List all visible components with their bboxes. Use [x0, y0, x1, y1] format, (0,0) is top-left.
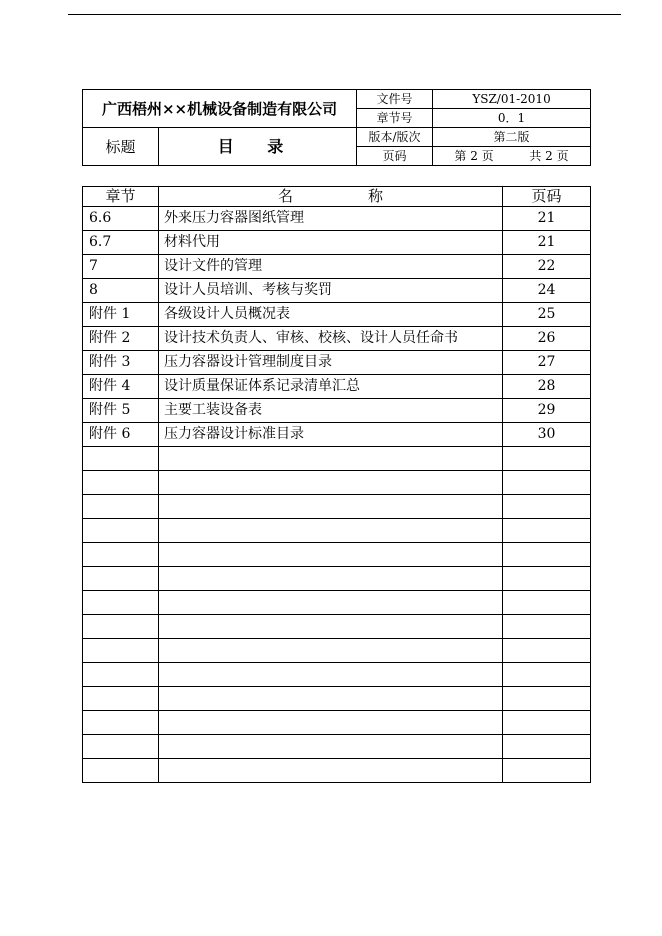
toc-section	[83, 591, 159, 615]
toc-row	[83, 207, 591, 231]
toc-section	[83, 567, 159, 591]
toc-section: 附件 1	[83, 303, 159, 327]
toc-page	[503, 543, 591, 567]
toc-page: 27	[503, 351, 591, 375]
toc-page	[503, 495, 591, 519]
toc-name	[159, 495, 503, 519]
toc-section: 6.6	[83, 207, 159, 231]
toc-page: 21	[503, 231, 591, 255]
toc-name: 设计质量保证体系记录清单汇总	[159, 375, 503, 399]
toc-page: 22	[503, 255, 591, 279]
toc-name: 各级设计人员概况表	[159, 303, 503, 327]
toc-section: 附件 5	[83, 399, 159, 423]
toc-empty-row	[83, 591, 591, 615]
toc-section: 附件 2	[83, 327, 159, 351]
page-info	[433, 147, 591, 166]
toc-name	[159, 759, 503, 783]
toc-page	[503, 663, 591, 687]
page-label: 页码	[357, 147, 433, 166]
toc-section: 8	[83, 279, 159, 303]
toc-name: 压力容器设计管理制度目录	[159, 351, 503, 375]
toc-row	[83, 351, 591, 375]
toc-name: 主要工装设备表	[159, 399, 503, 423]
toc-empty-row	[83, 471, 591, 495]
toc-row	[83, 255, 591, 279]
toc-empty-row	[83, 567, 591, 591]
toc-name	[159, 711, 503, 735]
doc-no-value: YSZ/01-2010	[433, 90, 591, 109]
toc-name	[159, 639, 503, 663]
column-header-section: 章节	[83, 187, 159, 207]
toc-section	[83, 543, 159, 567]
toc-page	[503, 447, 591, 471]
toc-name	[159, 591, 503, 615]
toc-name	[159, 543, 503, 567]
toc-page	[503, 615, 591, 639]
toc-section: 附件 4	[83, 375, 159, 399]
toc-page	[503, 519, 591, 543]
section-no-label: 章节号	[357, 109, 433, 128]
toc-empty-row	[83, 735, 591, 759]
toc-page: 25	[503, 303, 591, 327]
toc-page	[503, 711, 591, 735]
toc-empty-row	[83, 663, 591, 687]
toc-section	[83, 519, 159, 543]
toc-section	[83, 759, 159, 783]
toc-section	[83, 663, 159, 687]
toc-row	[83, 399, 591, 423]
toc-page	[503, 687, 591, 711]
toc-empty-row	[83, 759, 591, 783]
toc-page: 30	[503, 423, 591, 447]
toc-section	[83, 615, 159, 639]
toc-row	[83, 279, 591, 303]
toc-section: 7	[83, 255, 159, 279]
toc-page	[503, 471, 591, 495]
toc-name	[159, 687, 503, 711]
version-label: 版本/版次	[357, 128, 433, 147]
toc-page	[503, 735, 591, 759]
toc-section	[83, 687, 159, 711]
toc-row	[83, 375, 591, 399]
toc-row	[83, 303, 591, 327]
toc-section	[83, 447, 159, 471]
toc-page	[503, 639, 591, 663]
page-current: 第 2 页	[454, 149, 494, 163]
toc-name: 设计人员培训、考核与奖罚	[159, 279, 503, 303]
toc-empty-row	[83, 495, 591, 519]
toc-name	[159, 735, 503, 759]
toc-empty-row	[83, 687, 591, 711]
title-label: 标题	[83, 128, 159, 166]
document-header-table	[82, 89, 591, 166]
toc-section: 附件 3	[83, 351, 159, 375]
toc-section: 附件 6	[83, 423, 159, 447]
toc-page: 24	[503, 279, 591, 303]
toc-page: 28	[503, 375, 591, 399]
toc-page	[503, 567, 591, 591]
toc-empty-row	[83, 615, 591, 639]
toc-name: 材料代用	[159, 231, 503, 255]
toc-section: 6.7	[83, 231, 159, 255]
toc-name: 压力容器设计标准目录	[159, 423, 503, 447]
toc-page	[503, 591, 591, 615]
toc-row	[83, 327, 591, 351]
company-name: 广西梧州××机械设备制造有限公司	[83, 90, 357, 128]
toc-empty-row	[83, 447, 591, 471]
toc-section	[83, 639, 159, 663]
toc-empty-row	[83, 519, 591, 543]
toc-empty-row	[83, 711, 591, 735]
toc-name: 设计技术负责人、审核、校核、设计人员任命书	[159, 327, 503, 351]
column-header-page: 页码	[503, 187, 591, 207]
toc-empty-row	[83, 639, 591, 663]
toc-section	[83, 735, 159, 759]
doc-no-label: 文件号	[357, 90, 433, 109]
version-value: 第二版	[433, 128, 591, 147]
toc-page: 26	[503, 327, 591, 351]
toc-name	[159, 615, 503, 639]
toc-page	[503, 759, 591, 783]
toc-name	[159, 567, 503, 591]
column-header-name: 名 称	[159, 187, 503, 207]
top-rule	[68, 14, 621, 15]
toc-row	[83, 231, 591, 255]
toc-page: 21	[503, 207, 591, 231]
document-title: 目 录	[159, 128, 357, 166]
toc-page: 29	[503, 399, 591, 423]
page-total: 共 2 页	[529, 149, 569, 163]
toc-name	[159, 663, 503, 687]
toc-section	[83, 495, 159, 519]
toc-name	[159, 471, 503, 495]
toc-name	[159, 447, 503, 471]
toc-name: 设计文件的管理	[159, 255, 503, 279]
toc-section	[83, 711, 159, 735]
toc-name: 外来压力容器图纸管理	[159, 207, 503, 231]
toc-name	[159, 519, 503, 543]
toc-row	[83, 423, 591, 447]
toc-section	[83, 471, 159, 495]
toc-table	[82, 186, 591, 783]
toc-header-row	[83, 187, 591, 207]
toc-empty-row	[83, 543, 591, 567]
section-no-value: 0．1	[433, 109, 591, 128]
